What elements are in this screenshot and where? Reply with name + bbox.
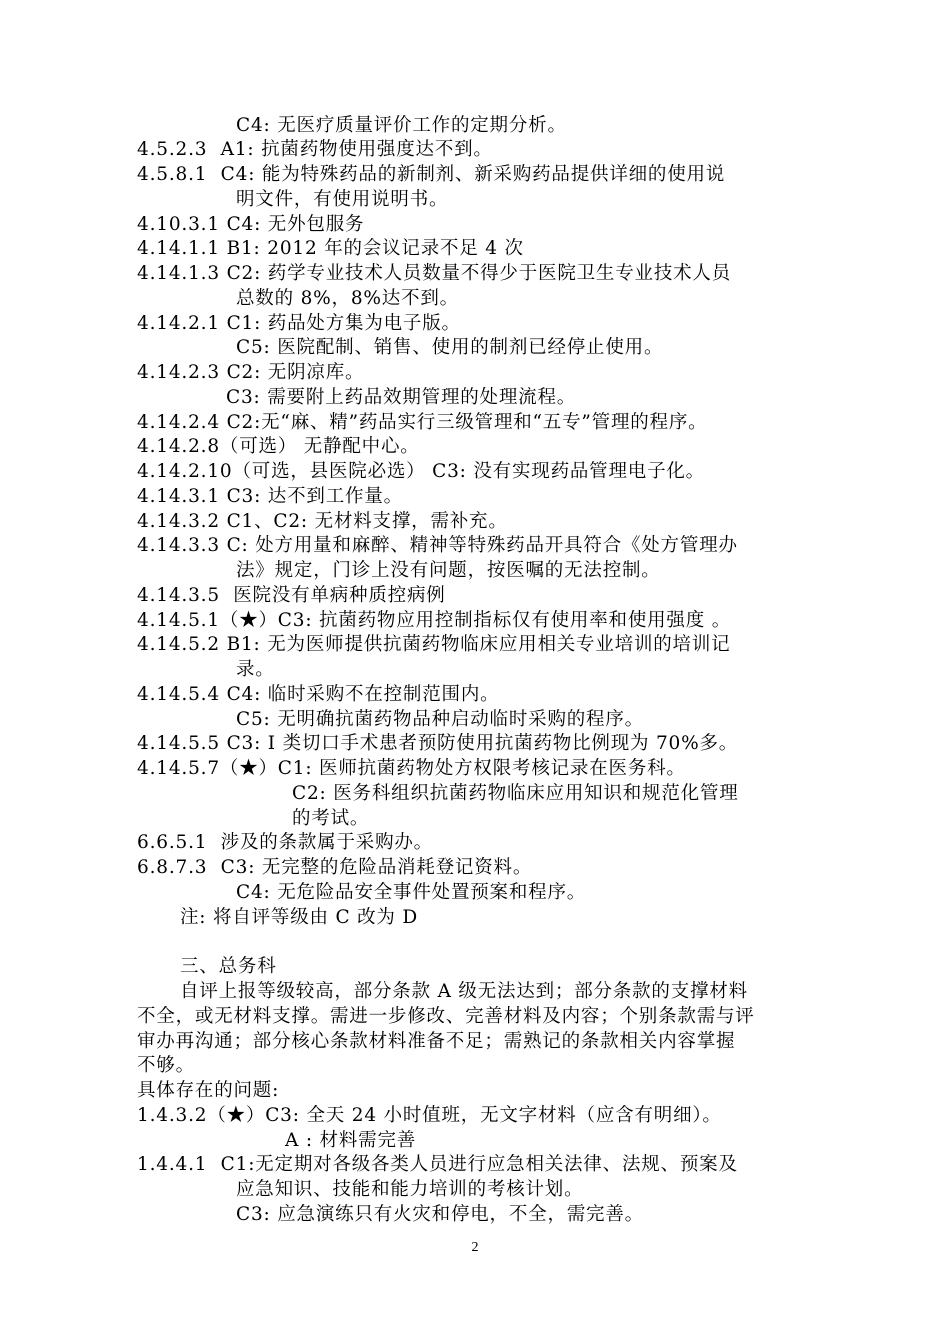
- text-line: 1.4.4.1 C1:无定期对各级各类人员进行应急相关法律、法规、预案及: [137, 1154, 738, 1175]
- text-line: 注: 将自评等级由 C 改为 D: [180, 907, 419, 928]
- text-line: C5: 无明确抗菌药物品种启动临时采购的程序。: [236, 709, 644, 730]
- text-line: 4.14.5.4 C4: 临时采购不在控制范围内。: [137, 684, 500, 705]
- text-line: 4.14.5.1（★）C3: 抗菌药物应用控制指标仅有使用率和使用强度 。: [137, 610, 732, 631]
- text-line: 1.4.3.2（★）C3: 全天 24 小时值班，无文字材料（应含有明细）。: [137, 1105, 722, 1126]
- text-line: 4.10.3.1 C4: 无外包服务: [137, 214, 365, 235]
- text-line: C2: 医务科组织抗菌药物临床应用知识和规范化管理: [292, 783, 739, 804]
- section-heading: 三、总务科: [180, 956, 277, 977]
- text-line: 6.6.5.1 涉及的条款属于采购办。: [137, 832, 433, 853]
- text-line: 4.14.2.10（可选，县医院必选） C3: 没有实现药品管理电子化。: [137, 461, 705, 482]
- text-line: 录。: [236, 659, 275, 680]
- text-line: C5: 医院配制、销售、使用的制剂已经停止使用。: [236, 337, 664, 358]
- text-line: 4.14.5.7（★）C1: 医师抗菌药物处方权限考核记录在医务科。: [137, 758, 686, 779]
- text-line: 4.14.2.3 C2: 无阴凉库。: [137, 362, 365, 383]
- text-line: 4.14.3.3 C: 处方用量和麻醉、精神等特殊药品开具符合《处方管理办: [137, 535, 738, 556]
- text-line: 4.14.2.4 C2:无“麻、精”药品实行三级管理和“五专”管理的程序。: [137, 412, 708, 433]
- page-number: 2: [471, 1240, 479, 1255]
- text-line: 4.14.5.5 C3: Ⅰ 类切口手术患者预防使用抗菌药物比例现为 70%多。: [137, 733, 739, 754]
- text-line: C3: 应急演练只有火灾和停电，不全，需完善。: [236, 1204, 644, 1225]
- text-line: 4.14.3.5 医院没有单病种质控病例: [137, 585, 446, 606]
- text-line: 4.14.3.1 C3: 达不到工作量。: [137, 486, 403, 507]
- text-line: 4.5.2.3 A1: 抗菌药物使用强度达不到。: [137, 139, 493, 160]
- text-line: 4.14.2.1 C1: 药品处方集为电子版。: [137, 313, 461, 334]
- text-line: C3: 需要附上药品效期管理的处理流程。: [226, 387, 577, 408]
- text-line: 4.14.5.2 B1: 无为医师提供抗菌药物临床应用相关专业培训的培训记: [137, 634, 731, 655]
- text-line: 不够。: [137, 1055, 195, 1076]
- text-line: 应急知识、技能和能力培训的考核计划。: [236, 1179, 584, 1200]
- text-line: 具体存在的问题:: [137, 1080, 280, 1101]
- text-line: 4.5.8.1 C4: 能为特殊药品的新制剂、新采购药品提供详细的使用说: [137, 164, 726, 185]
- text-line: 6.8.7.3 C3: 无完整的危险品消耗登记资料。: [137, 857, 533, 878]
- text-line: 4.14.2.8（可选） 无静配中心。: [137, 436, 420, 457]
- text-line: 法》规定，门诊上没有问题，按医嘱的无法控制。: [236, 560, 661, 581]
- text-line: 自评上报等级较高，部分条款 A 级无法达到；部分条款的支撑材料: [180, 981, 748, 1002]
- text-line: A : 材料需完善: [285, 1130, 417, 1151]
- text-line: 明文件，有使用说明书。: [236, 189, 449, 210]
- text-line: 总数的 8%，8%达不到。: [236, 288, 459, 309]
- text-line: 不全，或无材料支撑。需进一步修改、完善材料及内容；个别条款需与评: [137, 1006, 755, 1027]
- text-line: 4.14.1.3 C2: 药学专业技术人员数量不得少于医院卫生专业技术人员: [137, 263, 732, 284]
- text-line: 审办再沟通；部分核心条款材料准备不足；需熟记的条款相关内容掌握: [137, 1031, 736, 1052]
- text-line: C4: 无危险品安全事件处置预案和程序。: [236, 882, 587, 903]
- text-line: 的考试。: [292, 808, 370, 829]
- text-line: 4.14.1.1 B1: 2012 年的会议记录不足 4 次: [137, 238, 524, 259]
- text-line: 4.14.3.2 C1、C2: 无材料支撑，需补充。: [137, 511, 508, 532]
- text-line: C4: 无医疗质量评价工作的定期分析。: [236, 115, 567, 136]
